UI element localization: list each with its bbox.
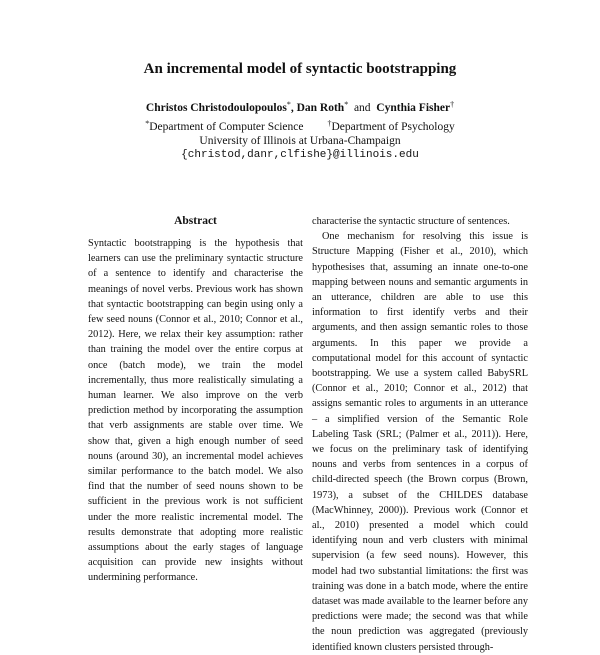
author-mark: * [286,100,291,109]
author-separator: , [290,102,297,114]
author-name: Cynthia Fisher [376,102,451,114]
affiliation-mark: † [327,119,332,128]
affiliation-dept-cs: Department of Computer Science [149,121,304,133]
author-name: Christos Christodoulopoulos [145,102,287,114]
affiliation-mark: * [145,119,150,128]
author-name: Dan Roth [296,102,345,114]
author-mark: † [450,100,455,109]
affiliation-dept-psych: Department of Psychology [331,121,455,133]
paper-title: An incremental model of syntactic bootstrapping [143,61,457,77]
abstract-body [88,236,303,600]
author-line [0,101,600,115]
author-mark: * [344,100,349,109]
author-conjunction: and [353,102,371,114]
intro-paragraph-continued: characterise the syntactic structure of sentences. [312,216,510,227]
affiliation-departments [0,120,600,134]
abstract-heading: Abstract [174,215,217,227]
intro-paragraph: One mechanism for resolving this issue is Structure Mapping (Fisher et al., 2010), which hypothesises that, assuming an innate one-to-one mapping between nouns and semantic arguments in an utterance, children are able to use this information to first identify verbs and their arguments, and then assign semantic roles to those arguments. In this paper we provide a computational model for this account of syntactic bootstrapping. We use a system called BabySRL (Connor et al., 2010; Connor et al., 2012) that assigns semantic roles to arguments in an utterance – a simplified version of the Semantic Role Labeling Task (SRL; (Palmer et al., 2011)). Here, we focus on the preliminary task of identifying nouns and verbs from sentences in a corpus of child-directed speech (the Brown corpus (Brown, 1973), a subset of the CHILDES database (MacWhinney, 2000)). Previous work (Connor et al., 2010) presented a model which could identifying noun and verb clusters with minimal supervision (a few seed nouns). However, this model had two substantial limitations: the first was training was done in a batch mode, where the entire dataset was made available to the learner before any predictions were made; the second was that while the noun prediction was aggregated (previously identified known clusters persisted through- [312,231,528,653]
author-emails: {christod,danr,clfishe}@illinois.edu [181,149,419,161]
introduction-column [312,214,528,653]
affiliation-university: University of Illinois at Urbana-Champaign [199,135,401,147]
abstract-text: Syntactic bootstrapping is the hypothesis that learners can use the preliminary syntactic structure of a sentence to identify and characterise the meanings of novel verbs. Previous work has shown that syntactic bootstrapping can begin using only a few seed nouns (Connor et al., 2010; Connor et al., 2012). Here, we relax their key assumption: rather than training the model over the entire corpus at once (batch mode), we train the model incrementally, thus more realistically simulating a human learner. We also improve on the verb prediction method by incorporating the assumption that verb assignments are stable over time. We show that, given a high enough number of seed nouns (around 30), an incremental model achieves similar performance to the batch model. We also find that the number of seed nouns shown to be sufficient in the previous work is not sufficient under the more realistic incremental model. The results demonstrate that adopting more realistic assumptions about the early stages of language acquisition can provide new insights without undermining performance. [88,238,303,584]
